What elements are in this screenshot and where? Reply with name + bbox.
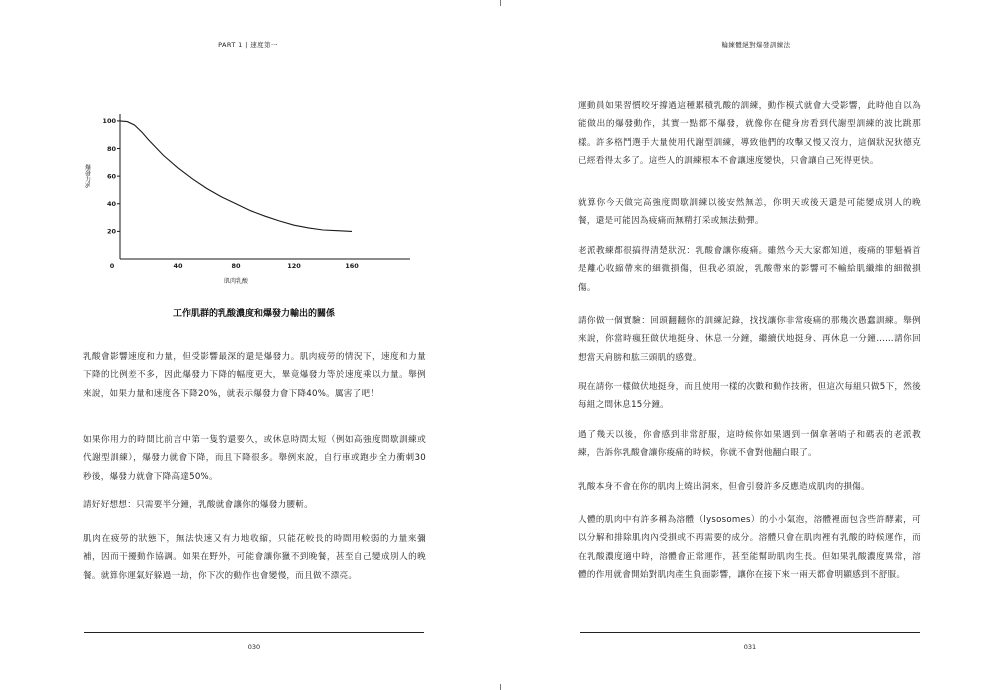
- running-head-left: PART 1 | 速度第一: [218, 41, 278, 49]
- x-tick-label: 120: [287, 262, 301, 270]
- page-number-left: 030: [247, 643, 261, 651]
- right-paragraph-1: 運動員如果習慣咬牙撐過這種累積乳酸的訓練，動作模式就會大受影響，此時他自以為能做出的爆發動作，其實一點都不爆發，就像你在健身房看到代謝型訓練的波比跳那樣。許多格鬥選手大量使用代謝型訓練，導致他們的攻擊又慢又沒力，這個狀況狄德克已經看得太多了。這些人的訓練根本不會讓速度變快，只會讓自己死得更快。: [578, 101, 921, 167]
- running-head-right: 輪練體絕對爆發訓練法: [721, 41, 791, 49]
- right-page: [500, 0, 1000, 690]
- lactate-power-chart: [78, 104, 418, 294]
- x-tick-label: 40: [173, 262, 183, 270]
- y-tick-label: 100: [102, 117, 116, 126]
- y-tick-label: 80: [106, 144, 116, 153]
- right-paragraph-7: 乳酸本身不會在你的肌肉上燒出洞來，但會引發許多反應造成肌肉的損傷。: [578, 482, 870, 492]
- x-tick-label: 80: [231, 262, 241, 270]
- footer-rule-left: [84, 632, 424, 633]
- right-paragraph-3: 老派教練都很搞得清楚狀況：乳酸會讓你痠痛。雖然今天大家都知道，痠痛的罪魁禍首是離心收縮帶來的細微損傷，但我必須說，乳酸帶來的影響可不輸給肌纖維的細微損傷。: [578, 246, 921, 293]
- right-paragraph-8: 人體的肌肉中有許多稱為溶體（lysosomes）的小小氣泡，溶體裡面包含些許酵素，可以分解和排除肌肉內受損或不再需要的成分。溶體只會在肌肉裡有乳酸的時候運作，而在乳酸濃度適中時，溶體會正常運作，甚至能幫助肌肉生長。但如果乳酸濃度異常，溶體的作用就會開始對肌肉產生負面影響，讓你在接下來一兩天都會明顯感到不舒服。: [578, 515, 921, 581]
- footer-rule-right: [580, 632, 920, 633]
- right-paragraph-6: 過了幾天以後，你會感到非常舒服，這時候你如果遇到一個拿著哨子和碼表的老派教練，告訴你乳酸會讓你痠痛的時候，你就不會對他翻白眼了。: [578, 430, 921, 459]
- x-tick-label: 160: [345, 262, 359, 270]
- chart-svg: [78, 104, 418, 294]
- left-paragraph-4: 肌肉在疲勞的狀態下，無法快速又有力地收縮，只能花較長的時間用較弱的力量來彌補，因而干擾動作協調。如果在野外，可能會讓你獵不到晚餐，甚至自己變成別人的晚餐。就算你運氣好躲過一劫，你下次的動作也會變慢，而且做不漂亮。: [83, 534, 426, 581]
- y-tick-label: 60: [106, 172, 116, 181]
- left-paragraph-2: 如果你用力的時間比前言中第一隻豹還要久，或休息時間太短（例如高強度間歇訓練或代謝型訓練），爆發力就會下降，而且下降很多。舉例來說，自行車或跑步全力衝刺30秒後，爆發力就會下降高達50%。: [83, 435, 426, 482]
- right-paragraph-4: 請你做一個實驗：回頭翻翻你的訓練記錄，找找讓你非常痠痛的那幾次愚蠢訓練。舉例來說，你當時瘋狂做伏地挺身、休息一分鐘，繼續伏地挺身、再休息一分鐘……請你回想當天肩膀和肱三頭肌的感覺。: [578, 316, 921, 363]
- y-tick-label: 20: [106, 227, 116, 236]
- left-paragraph-1: 乳酸會影響速度和力量，但受影響最深的還是爆發力。肌肉疲勞的情況下，速度和力量下降的比例差不多，因此爆發力下降的幅度更大，畢竟爆發力等於速度乘以力量。舉例來說，如果力量和速度各下降20%，就表示爆發力會下降40%。厲害了吧！: [83, 352, 426, 399]
- left-paragraph-3: 請好好想想：只需要半分鐘，乳酸就會讓你的爆發力腰斬。: [83, 500, 313, 510]
- x-axis-label: 肌肉乳酸: [223, 278, 249, 285]
- figure-caption: 工作肌群的乳酸濃度和爆發力輸出的關係: [172, 309, 335, 319]
- right-paragraph-2: 就算你今天做完高強度間歇訓練以後安然無恙，你明天或後天還是可能變成別人的晚餐，還是可能因為疲痛而無精打采或無法動彈。: [578, 198, 921, 227]
- series-line: [120, 121, 352, 231]
- x-tick-label: 0: [109, 262, 115, 270]
- right-paragraph-5: 現在請你一樣做伏地挺身，而且使用一樣的次數和動作技術，但這次每組只做5下，然後每組之間休息15分鐘。: [578, 382, 921, 411]
- page-number-right: 031: [743, 643, 757, 651]
- y-tick-label: 40: [106, 200, 116, 209]
- y-axis-label: 爆發力%: [83, 164, 91, 188]
